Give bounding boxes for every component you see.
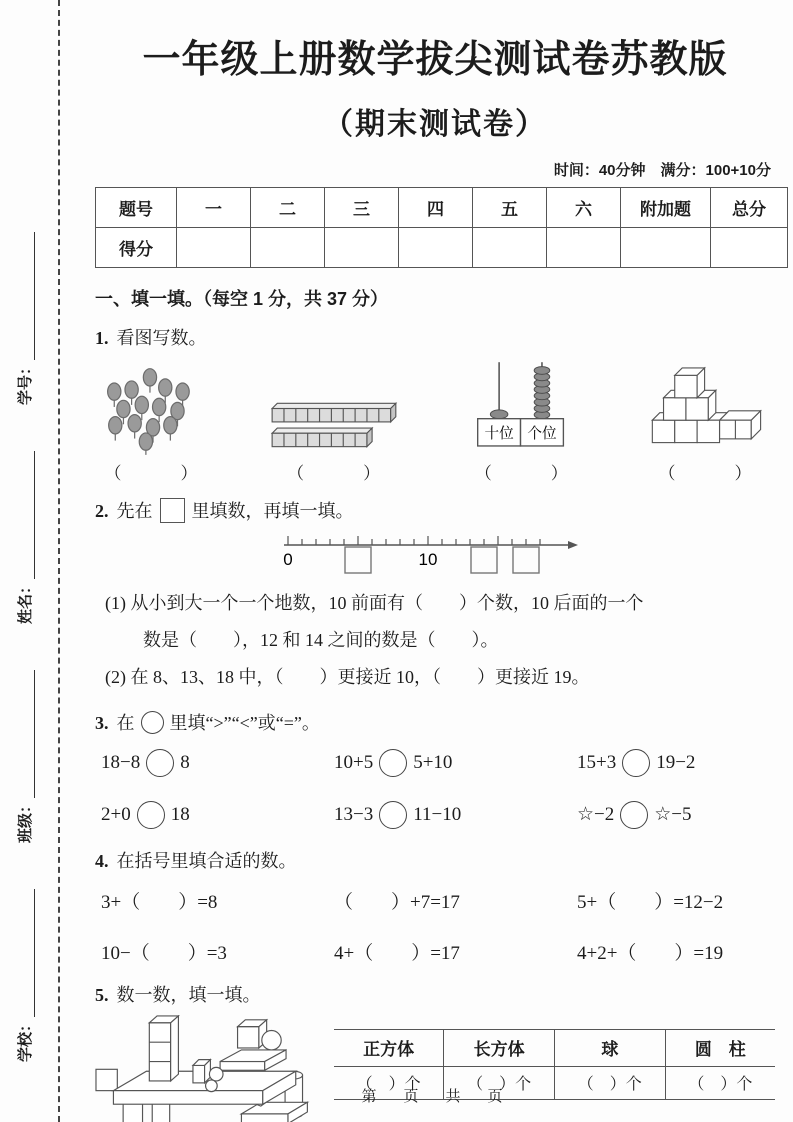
question-4-text: 在括号里填合适的数。 <box>116 850 297 871</box>
compare-circle <box>379 801 407 829</box>
question-2-subquestions <box>95 585 775 696</box>
score-cell <box>399 228 473 268</box>
compare-item <box>334 749 577 777</box>
cube-stick-group <box>268 394 402 484</box>
score-header-cell: 五 <box>473 188 547 228</box>
score-row-label: 得分 <box>96 228 177 268</box>
answer-blank: （ ） <box>104 464 200 483</box>
question-3-text-after: 里填“>”“<”或“=”。 <box>169 712 320 733</box>
score-header-cell: 总分 <box>711 188 788 228</box>
number-line-ten-label: 10 <box>418 550 438 569</box>
fill-equation: 4+2+（ ）=19 <box>577 942 724 964</box>
answer-blank: （ ） <box>474 464 570 483</box>
student-info-sidebar <box>14 42 35 1062</box>
student-id-blank-line <box>18 232 35 360</box>
sub-question-2-1-line-2: 数是（ ），12 和 14 之间的数是（ ）。 <box>143 629 499 650</box>
fill-equation: 4+（ ）=17 <box>334 942 460 964</box>
question-4-items <box>95 887 775 965</box>
question-2 <box>95 497 775 523</box>
question-5 <box>95 981 775 1007</box>
compare-right: 5+10 <box>413 751 453 773</box>
compare-item <box>101 749 334 777</box>
school-label: 学校： <box>17 1016 34 1062</box>
compare-item <box>334 801 577 829</box>
school-blank-line <box>18 889 35 1017</box>
sphere-count-blank: （ ）个 <box>554 1066 665 1099</box>
paper-title: 一年级上册数学拔尖测试卷苏教版 <box>142 39 728 81</box>
compare-right: ☆−5 <box>654 804 692 826</box>
student-id-field <box>14 232 35 405</box>
fill-equation: （ ）+7=17 <box>334 891 460 913</box>
question-4 <box>95 847 775 873</box>
paper-subtitle: （期末测试卷） <box>323 108 547 141</box>
number-line-answer-box-3 <box>513 547 539 573</box>
compare-circle-icon <box>141 711 164 734</box>
compare-circle <box>379 749 407 777</box>
sphere-header: 球 <box>554 1029 665 1066</box>
score-cell <box>711 228 788 268</box>
fill-equation: 5+（ ）=12−2 <box>577 891 724 913</box>
number-line-answer-box-1 <box>345 547 371 573</box>
abacus-image <box>466 358 578 456</box>
school-field <box>14 889 35 1062</box>
score-cell <box>621 228 711 268</box>
number-line <box>280 531 580 579</box>
compare-left: 15+3 <box>577 751 617 773</box>
class-field <box>14 670 35 843</box>
compare-right: 18 <box>170 803 190 825</box>
section-1-heading: 一、填一填。（每空 1 分，共 37 分） <box>95 289 389 309</box>
compare-circle <box>622 749 650 777</box>
sub-question-2-1-line-1: (1) 从小到大一个一个地数，10 前面有（ ）个数，10 后面的一个 <box>105 593 644 613</box>
cube-header: 正方体 <box>334 1029 444 1066</box>
score-header-cell: 附加题 <box>621 188 711 228</box>
compare-circle <box>137 801 165 829</box>
question-2-number: 2. <box>95 501 109 521</box>
score-header-cell: 六 <box>547 188 621 228</box>
score-header-cell: 一 <box>177 188 251 228</box>
question-5-number: 5. <box>95 984 109 1005</box>
cuboid-header: 长方体 <box>444 1029 555 1066</box>
question-4-number: 4. <box>95 850 109 871</box>
fill-equation: 3+（ ）=8 <box>101 891 218 913</box>
cube-sticks-image <box>268 394 402 456</box>
name-field <box>14 451 35 624</box>
page-footer: 第 页 共 页 <box>361 1088 509 1105</box>
name-blank-line <box>18 451 35 579</box>
score-header-cell: 三 <box>325 188 399 228</box>
compare-circle <box>620 801 648 829</box>
question-3-number: 3. <box>95 712 109 733</box>
shape-header-row <box>334 1029 775 1066</box>
score-table <box>95 187 788 268</box>
question-1-pictures <box>95 358 775 484</box>
cube-count-blank: （ ）个 <box>334 1066 444 1099</box>
ones-place-label: 个位 <box>527 426 557 443</box>
score-cell <box>251 228 325 268</box>
compare-left: 10+5 <box>334 751 374 773</box>
compare-circle <box>146 749 174 777</box>
question-1 <box>95 324 775 350</box>
question-2-text-after: 里填数，再填一填。 <box>191 501 354 521</box>
question-5-text: 数一数，填一填。 <box>116 984 261 1005</box>
question-2-text-before: 先在 <box>116 501 153 521</box>
number-line-answer-box-2 <box>471 547 497 573</box>
score-header-row <box>96 188 788 228</box>
score-value-row <box>96 228 788 268</box>
question-3 <box>95 709 775 735</box>
compare-left: 18−8 <box>101 751 141 773</box>
cuboid-count-blank: （ ）个 <box>444 1066 555 1099</box>
tens-place-label: 十位 <box>484 426 515 443</box>
question-1-number: 1. <box>95 328 109 348</box>
compare-right: 11−10 <box>413 803 462 825</box>
cylinder-count-blank: （ ）个 <box>665 1066 775 1099</box>
compare-left: 13−3 <box>334 803 374 825</box>
fill-box-icon <box>160 498 185 523</box>
score-cell <box>177 228 251 268</box>
compare-item <box>577 801 775 829</box>
question-3-items <box>95 749 775 829</box>
class-label: 班级： <box>17 797 34 843</box>
score-header-cell: 二 <box>251 188 325 228</box>
dashed-cut-line <box>58 0 60 1122</box>
abacus-group <box>466 358 578 484</box>
score-cell <box>473 228 547 268</box>
question-3-text-before: 在 <box>116 712 135 733</box>
student-id-label: 学号： <box>17 359 34 405</box>
class-blank-line <box>18 670 35 798</box>
fill-equation: 10−（ ）=3 <box>101 942 227 964</box>
name-label: 姓名： <box>17 578 34 624</box>
number-line-zero-label: 0 <box>283 550 293 569</box>
time-score-info: 时间：40分钟 满分：100+10分 <box>553 162 771 179</box>
compare-left: ☆−2 <box>577 804 615 826</box>
score-header-cell: 题号 <box>96 188 177 228</box>
question-1-text: 看图写数。 <box>116 328 207 348</box>
compare-left: 2+0 <box>101 803 131 825</box>
cylinder-header: 圆 柱 <box>665 1029 775 1066</box>
number-line-wrap <box>280 531 775 579</box>
compare-right: 19−2 <box>656 751 696 773</box>
sub-question-2-2: (2) 在 8、13、18 中，（ ）更接近 10，（ ）更接近 19。 <box>105 666 590 687</box>
answer-blank: （ ） <box>658 464 754 483</box>
score-header-cell: 四 <box>399 188 473 228</box>
score-cell <box>325 228 399 268</box>
score-cell <box>547 228 621 268</box>
cube-stack-image <box>643 362 769 456</box>
compare-item <box>577 749 775 777</box>
cube-stack-group <box>643 362 769 484</box>
answer-blank: （ ） <box>287 464 383 483</box>
leaf-cluster-image <box>101 364 203 456</box>
paper-content <box>95 14 775 1122</box>
compare-item <box>101 801 334 829</box>
compare-right: 8 <box>180 751 190 773</box>
leaf-count-group <box>101 364 203 484</box>
